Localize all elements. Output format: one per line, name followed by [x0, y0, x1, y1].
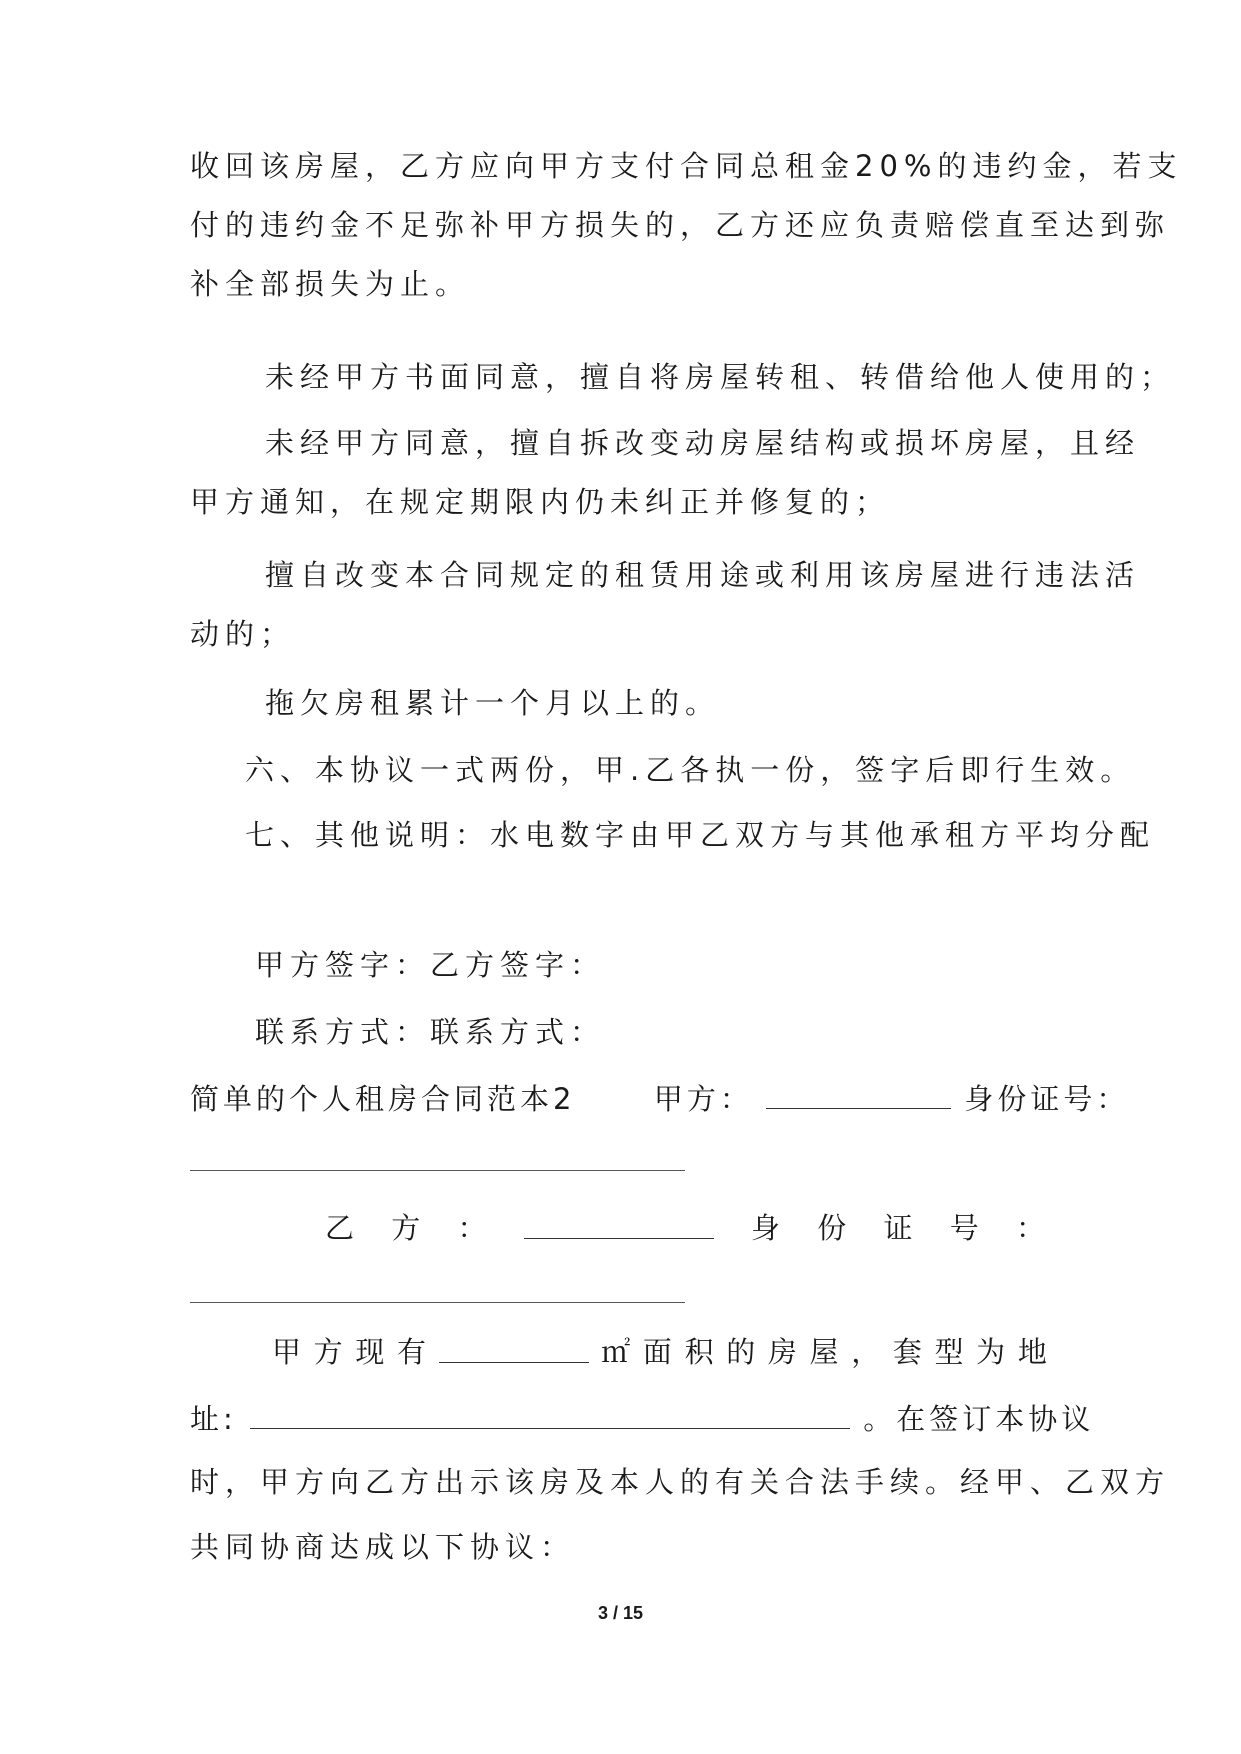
area-char: 有: [396, 1335, 426, 1369]
party-b-line: [325, 1208, 1045, 1248]
area-char: 屋: [809, 1335, 839, 1369]
clause-six: 六、本协议一式两份，甲.乙各执一份，签字后即行生效。: [245, 753, 1136, 787]
area-line: [272, 1332, 1047, 1372]
party-b-char: 证: [883, 1211, 913, 1245]
party-b-char: ：: [457, 1211, 487, 1245]
paragraph-line: 共同协商达成以下协议：: [190, 1530, 576, 1564]
area-char: 的: [726, 1335, 756, 1369]
clause-line: 拖欠房租累计一个月以上的。: [265, 686, 721, 720]
signature-line: 甲方签字：乙方签字：: [255, 948, 606, 982]
paragraph-line: 收回该房屋，乙方应向甲方支付合同总租金20%的违约金，若支: [190, 149, 1183, 183]
clause-seven: 七、其他说明：水电数字由甲乙双方与其他承租方平均分配: [245, 818, 1156, 852]
id-number-label: 身份证号：: [964, 1082, 1130, 1116]
area-char: ，: [851, 1335, 881, 1369]
paragraph-line: 补全部损失为止。: [190, 267, 471, 301]
contract-title-line: [190, 1078, 1129, 1119]
party-b-char: ：: [1015, 1211, 1045, 1245]
party-b-char: 身: [750, 1211, 780, 1245]
clause-line: 动的；: [190, 617, 296, 651]
paragraph-line: 付的违约金不足弥补甲方损失的，乙方还应负责赔偿直至达到弥: [190, 208, 1171, 242]
area-char: 方: [313, 1335, 343, 1369]
area-char: 积: [684, 1335, 714, 1369]
area-char: 现: [355, 1335, 385, 1369]
clause-line: 未经甲方同意，擅自拆改变动房屋结构或损坏房屋，且经: [265, 426, 1141, 460]
area-char: 房: [767, 1335, 797, 1369]
address-label: 址:: [190, 1402, 237, 1436]
address-blank: [250, 1398, 850, 1429]
party-b-char: 号: [949, 1211, 979, 1245]
contact-line: 联系方式：联系方式：: [255, 1015, 606, 1049]
id-number-blank: [190, 1302, 685, 1303]
area-blank: [439, 1332, 589, 1363]
address-line: [190, 1398, 1094, 1439]
area-char: 型: [934, 1335, 964, 1369]
party-a-blank: [766, 1078, 951, 1109]
area-char: ㎡: [601, 1335, 631, 1369]
clause-line: 擅自改变本合同规定的租赁用途或利用该房屋进行违法活: [265, 558, 1141, 592]
id-number-blank: [190, 1170, 685, 1171]
party-b-char: 方: [391, 1211, 421, 1245]
clause-line: 未经甲方书面同意，擅自将房屋转租、转借给他人使用的；: [265, 360, 1176, 394]
party-b-char: 份: [817, 1211, 847, 1245]
area-char: 套: [892, 1335, 922, 1369]
area-char: 地: [1017, 1335, 1047, 1369]
area-char: 为: [976, 1335, 1006, 1369]
address-tail: 。在签订本协议: [863, 1402, 1095, 1436]
page-number: 3 / 15: [597, 1603, 644, 1623]
area-char: 甲: [272, 1335, 302, 1369]
contract-title: 简单的个人租房合同范本2: [190, 1082, 576, 1116]
party-b-char: 乙: [325, 1211, 355, 1245]
party-a-label: 甲方：: [653, 1082, 753, 1116]
clause-line: 甲方通知，在规定期限内仍未纠正并修复的；: [190, 485, 891, 519]
paragraph-line: 时，甲方向乙方出示该房及本人的有关合法手续。经甲、乙双方: [190, 1465, 1171, 1499]
area-char: 面: [642, 1335, 672, 1369]
party-b-blank: [524, 1208, 714, 1239]
